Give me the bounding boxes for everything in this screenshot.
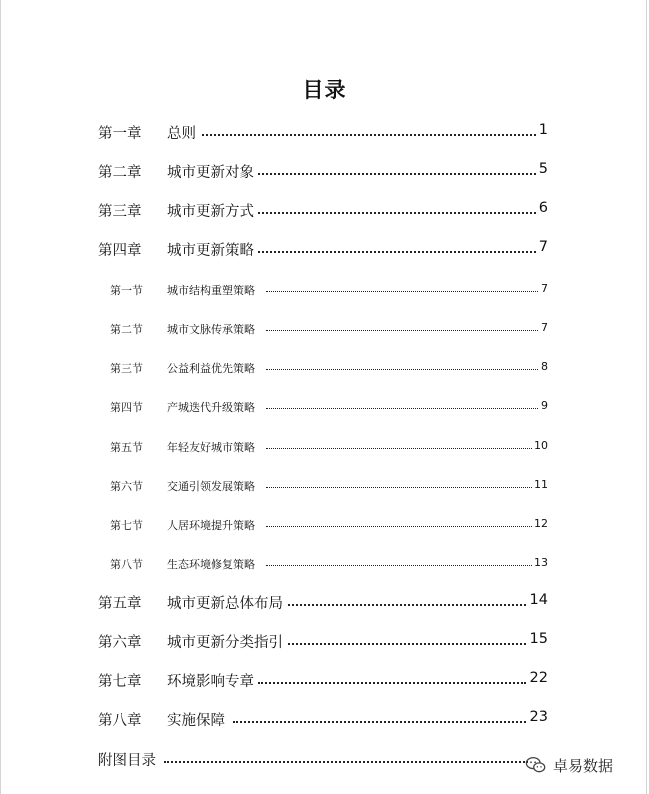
toc-entry-section-1[interactable] [110,282,548,304]
page-number: 6 [538,200,548,216]
page-number: 7 [541,321,548,334]
chapter-title: 城市更新策略 [167,243,254,259]
chapter-number: 第一章 [98,126,142,142]
toc-entry-appendix[interactable] [98,749,528,771]
page-number: 10 [534,439,548,452]
section-title: 人居环境提升策略 [167,519,255,532]
page-number: 7 [541,282,548,295]
dot-leader [258,682,526,684]
toc-entry-section-6[interactable] [110,478,548,500]
dot-leader [202,134,536,136]
page-number: 15 [529,631,548,647]
section-number: 第二节 [110,323,143,336]
toc-entry-section-4[interactable] [110,399,548,421]
page-number: 5 [538,161,548,177]
toc-entry-section-8[interactable] [110,556,548,578]
toc-entry-section-2[interactable] [110,321,548,343]
section-number: 第三节 [110,362,143,375]
dot-leader [288,643,526,645]
chapter-title: 城市更新对象 [167,165,254,181]
section-number: 第六节 [110,480,143,493]
section-number: 第四节 [110,401,143,414]
section-number: 第八节 [110,558,143,571]
dot-leader [266,408,538,409]
chapter-number: 第八章 [98,713,142,729]
chapter-number: 第五章 [98,596,142,612]
watermark [525,752,613,778]
dot-leader [258,251,536,253]
section-title: 交通引领发展策略 [167,480,255,493]
toc-entry-chapter-5[interactable] [98,592,548,614]
page-number: 13 [534,556,548,569]
chapter-number: 第六章 [98,635,142,651]
toc-entry-section-3[interactable] [110,360,548,382]
chapter-title: 环境影响专章 [167,674,254,690]
chapter-number: 第四章 [98,243,142,259]
toc-entry-section-5[interactable] [110,439,548,461]
page-number: 14 [529,592,548,608]
chapter-number: 第三章 [98,204,142,220]
section-title: 生态环境修复策略 [167,558,255,571]
page-number: 7 [538,239,548,255]
page-number: 11 [534,478,548,491]
wechat-icon [525,754,547,776]
toc-entry-chapter-1[interactable] [98,122,548,144]
page-number: 8 [541,360,548,373]
dot-leader [266,565,532,566]
toc-entry-chapter-4[interactable] [98,239,548,261]
toc-entry-section-7[interactable] [110,517,548,539]
chapter-title: 城市更新总体布局 [167,596,283,612]
toc-title: 目录 [302,78,347,102]
page-number: 22 [529,670,548,686]
section-title: 城市文脉传承策略 [167,323,255,336]
dot-leader [164,761,528,763]
dot-leader [288,604,526,606]
toc-entry-chapter-8[interactable] [98,709,548,731]
section-title: 公益利益优先策略 [167,362,255,375]
watermark-text: 卓易数据 [553,756,614,775]
page-number: 23 [529,709,548,725]
dot-leader [258,212,536,214]
chapter-title: 总则 [167,126,196,142]
dot-leader [266,526,532,527]
section-title: 城市结构重塑策略 [167,284,255,297]
section-number: 第五节 [110,441,143,454]
page-number: 1 [538,122,548,138]
dot-leader [233,721,526,723]
toc-entry-chapter-3[interactable] [98,200,548,222]
section-number: 第一节 [110,284,143,297]
page-number: 12 [534,517,548,530]
dot-leader [266,291,538,292]
dot-leader [266,330,538,331]
dot-leader [258,173,536,175]
chapter-title: 城市更新分类指引 [167,635,283,651]
section-title: 产城迭代升级策略 [167,401,255,414]
chapter-title: 城市更新方式 [167,204,254,220]
toc-entry-chapter-2[interactable] [98,161,548,183]
dot-leader [266,369,538,370]
chapter-number: 第二章 [98,165,142,181]
toc-entry-chapter-6[interactable] [98,631,548,653]
section-number: 第七节 [110,519,143,532]
dot-leader [266,448,532,449]
dot-leader [266,487,532,488]
section-title: 年轻友好城市策略 [167,441,255,454]
chapter-number: 第七章 [98,674,142,690]
page-number: 9 [541,399,548,412]
chapter-title: 实施保障 [167,713,225,729]
appendix-title: 附图目录 [98,753,156,769]
toc-entry-chapter-7[interactable] [98,670,548,692]
